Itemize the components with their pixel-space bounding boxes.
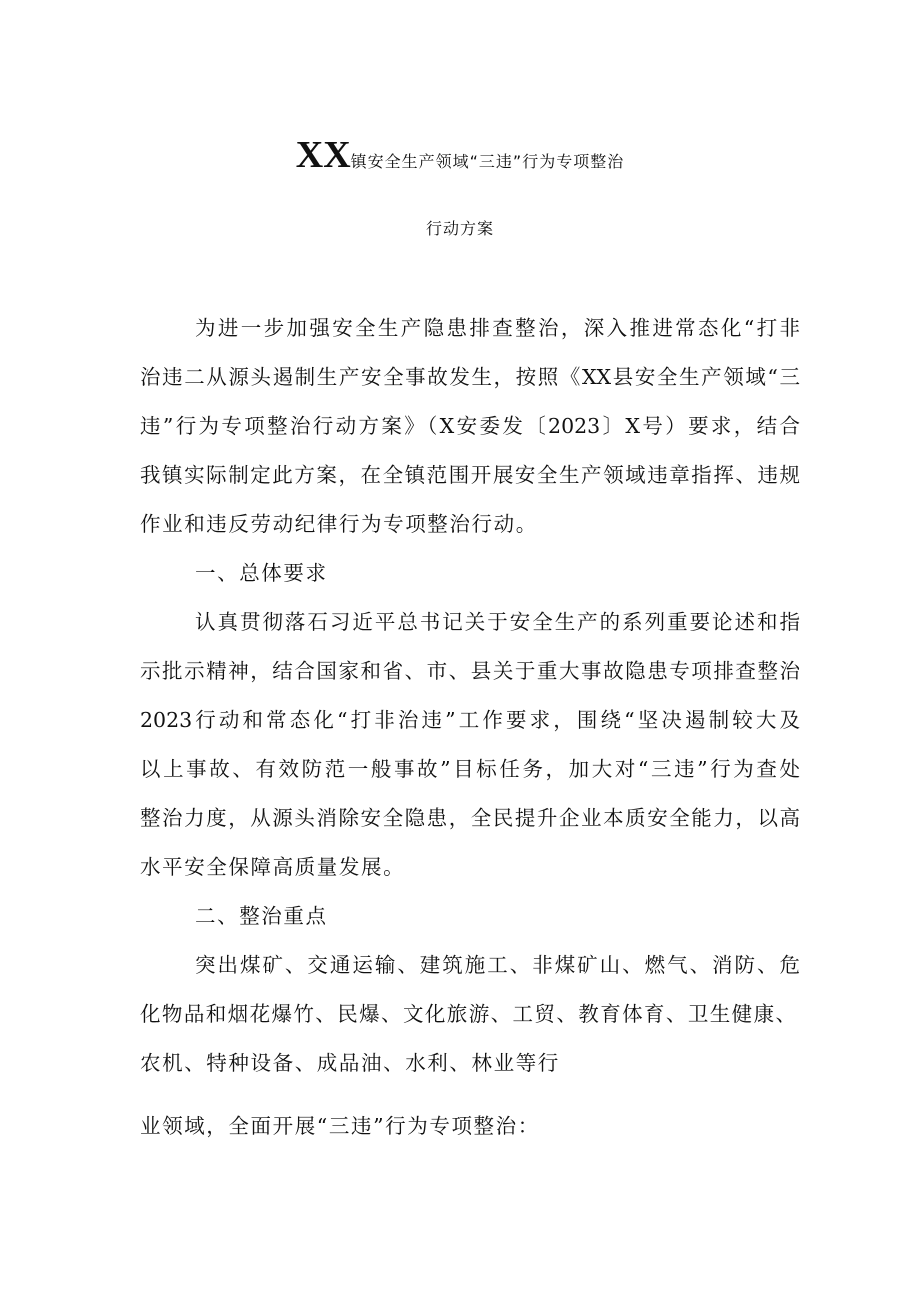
document-title-line-2: 行动方案 xyxy=(425,219,494,238)
section-1-heading: 一、总体要求 xyxy=(195,561,328,585)
title-prefix: XX xyxy=(295,134,351,176)
section-2-heading: 二、整治重点 xyxy=(195,904,328,928)
intro-line-3: 违”行为专项整治行动方案》（X安委发〔2023〕X号）要求，结合 xyxy=(140,414,800,438)
section-2-line-1: 突出煤矿、交通运输、建筑施工、非煤矿山、燃气、消防、危 xyxy=(195,953,800,977)
intro-line-1: 为进一步加强安全生产隐患排查整治，深入推进常态化“打非 xyxy=(195,316,800,340)
intro-line-4: 我镇实际制定此方案，在全镇范围开展安全生产领域违章指挥、违规 xyxy=(140,463,800,487)
section-1-line-6: 水平安全保障高质量发展。 xyxy=(140,855,406,879)
section-2-line-2: 化物品和烟花爆竹、民爆、文化旅游、工贸、教育体育、卫生健康、 xyxy=(140,1002,796,1026)
document-title-line-1 xyxy=(0,132,920,185)
section-1-line-3: 2023行动和常态化“打非治违”工作要求，围绕“坚决遏制较大及 xyxy=(140,708,800,732)
section-1-line-1: 认真贯彻落石习近平总书记关于安全生产的系列重要论述和指 xyxy=(195,610,800,634)
section-1-line-2: 示批示精神，结合国家和省、市、县关于重大事故隐患专项排查整治 xyxy=(140,659,800,683)
section-2-line-4: 业领域，全面开展“三违”行为专项整治： xyxy=(140,1114,540,1138)
intro-line-5: 作业和违反劳动纪律行为专项整治行动。 xyxy=(140,512,538,536)
section-2-line-3: 农机、特种设备、成品油、水利、林业等行 xyxy=(140,1051,560,1075)
section-1-line-4: 以上事故、有效防范一般事故”目标任务，加大对“三违”行为查处 xyxy=(140,757,800,781)
section-1-line-5: 整治力度，从源头消除安全隐患，全民提升企业本质安全能力，以高 xyxy=(140,806,800,830)
intro-line-2: 治违二从源头遏制生产安全事故发生，按照《XX县安全生产领域“三 xyxy=(140,365,800,389)
title-rest: 镇安全生产领域“三违”行为专项整治 xyxy=(350,152,625,171)
